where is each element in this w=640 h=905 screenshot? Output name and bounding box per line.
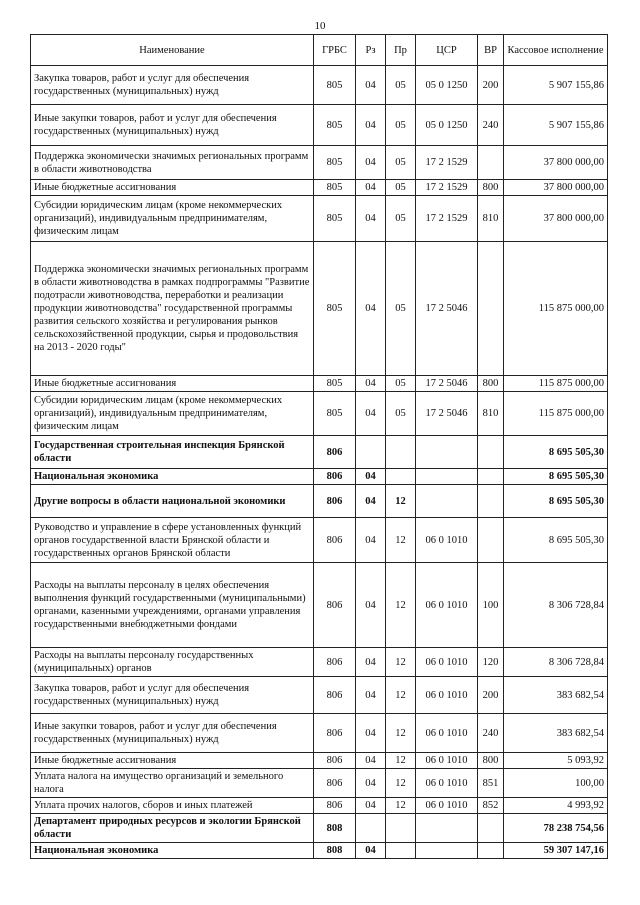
cell-pr (386, 469, 416, 485)
cell-grbs: 805 (314, 376, 356, 392)
table-row (31, 769, 608, 798)
cell-rz: 04 (356, 843, 386, 859)
cell-csr: 17 2 5046 (416, 242, 478, 376)
cell-vr: 852 (478, 798, 504, 814)
header-name: Наименование (31, 35, 314, 66)
cell-grbs: 806 (314, 563, 356, 648)
table-row (31, 753, 608, 769)
table-row (31, 66, 608, 105)
cell-grbs: 805 (314, 66, 356, 105)
cell-grbs: 806 (314, 753, 356, 769)
cell-rz (356, 436, 386, 469)
cell-amount: 37 800 000,00 (504, 180, 608, 196)
table-header-row (31, 35, 608, 66)
cell-name: Другие вопросы в области национальной экономики (31, 485, 314, 518)
cell-pr: 12 (386, 563, 416, 648)
cell-pr: 05 (386, 376, 416, 392)
table-row (31, 677, 608, 714)
budget-execution-table (30, 34, 608, 859)
cell-pr: 12 (386, 485, 416, 518)
cell-amount: 115 875 000,00 (504, 392, 608, 436)
table-row (31, 376, 608, 392)
cell-pr: 12 (386, 714, 416, 753)
cell-amount: 8 306 728,84 (504, 648, 608, 677)
cell-amount: 5 907 155,86 (504, 66, 608, 105)
cell-amount: 383 682,54 (504, 714, 608, 753)
cell-name: Иные закупки товаров, работ и услуг для обеспечения государственных (муниципальных) нужд (31, 714, 314, 753)
cell-rz: 04 (356, 677, 386, 714)
cell-name: Национальная экономика (31, 469, 314, 485)
header-amount: Кассовое исполнение (504, 35, 608, 66)
cell-rz: 04 (356, 518, 386, 563)
cell-grbs: 806 (314, 485, 356, 518)
cell-vr (478, 242, 504, 376)
cell-rz: 04 (356, 485, 386, 518)
cell-vr: 240 (478, 105, 504, 146)
cell-pr: 12 (386, 648, 416, 677)
cell-csr: 06 0 1010 (416, 648, 478, 677)
cell-amount: 5 093,92 (504, 753, 608, 769)
header-csr: ЦСР (416, 35, 478, 66)
cell-grbs: 806 (314, 436, 356, 469)
cell-rz: 04 (356, 392, 386, 436)
cell-csr: 06 0 1010 (416, 677, 478, 714)
cell-pr (386, 436, 416, 469)
cell-grbs: 805 (314, 146, 356, 180)
cell-vr (478, 469, 504, 485)
cell-name: Расходы на выплаты персоналу в целях обеспечения выполнения функций государственными (муниципальными) органами, казенными учреждениями, органами управления государственными внебюджетными фондами (31, 563, 314, 648)
table-row (31, 105, 608, 146)
cell-vr: 851 (478, 769, 504, 798)
cell-rz: 04 (356, 242, 386, 376)
cell-csr (416, 814, 478, 843)
cell-amount: 100,00 (504, 769, 608, 798)
cell-vr: 810 (478, 196, 504, 242)
cell-csr: 17 2 1529 (416, 180, 478, 196)
cell-grbs: 806 (314, 518, 356, 563)
cell-rz: 04 (356, 648, 386, 677)
table-row (31, 242, 608, 376)
page-number: 10 (314, 20, 326, 32)
cell-name: Закупка товаров, работ и услуг для обеспечения государственных (муниципальных) нужд (31, 66, 314, 105)
cell-pr: 05 (386, 242, 416, 376)
cell-name: Расходы на выплаты персоналу государственных (муниципальных) органов (31, 648, 314, 677)
cell-pr: 12 (386, 798, 416, 814)
cell-vr: 200 (478, 677, 504, 714)
cell-csr: 06 0 1010 (416, 798, 478, 814)
cell-amount: 37 800 000,00 (504, 146, 608, 180)
cell-grbs: 806 (314, 798, 356, 814)
cell-pr (386, 843, 416, 859)
cell-grbs: 806 (314, 469, 356, 485)
cell-csr (416, 469, 478, 485)
cell-grbs: 805 (314, 242, 356, 376)
table-row (31, 814, 608, 843)
cell-name: Субсидии юридическим лицам (кроме некоммерческих организаций), индивидуальным предпринимателям, физическим лицам (31, 196, 314, 242)
cell-name: Иные закупки товаров, работ и услуг для обеспечения государственных (муниципальных) нужд (31, 105, 314, 146)
cell-amount: 78 238 754,56 (504, 814, 608, 843)
cell-csr: 06 0 1010 (416, 518, 478, 563)
cell-csr: 06 0 1010 (416, 563, 478, 648)
cell-rz: 04 (356, 563, 386, 648)
cell-grbs: 805 (314, 105, 356, 146)
cell-csr: 06 0 1010 (416, 753, 478, 769)
cell-vr: 800 (478, 376, 504, 392)
table-row (31, 485, 608, 518)
cell-csr: 06 0 1010 (416, 714, 478, 753)
cell-csr: 17 2 1529 (416, 196, 478, 242)
cell-pr: 05 (386, 392, 416, 436)
cell-rz: 04 (356, 798, 386, 814)
table-row (31, 843, 608, 859)
cell-grbs: 808 (314, 843, 356, 859)
cell-vr: 800 (478, 753, 504, 769)
cell-csr: 17 2 5046 (416, 392, 478, 436)
cell-pr: 05 (386, 105, 416, 146)
table-body (31, 66, 608, 859)
cell-amount: 8 695 505,30 (504, 485, 608, 518)
cell-vr (478, 436, 504, 469)
cell-name: Субсидии юридическим лицам (кроме некоммерческих организаций), индивидуальным предпринимателям, физическим лицам (31, 392, 314, 436)
cell-vr: 100 (478, 563, 504, 648)
cell-pr (386, 814, 416, 843)
cell-pr: 05 (386, 66, 416, 105)
cell-amount: 4 993,92 (504, 798, 608, 814)
cell-csr: 17 2 1529 (416, 146, 478, 180)
cell-grbs: 806 (314, 769, 356, 798)
cell-vr (478, 843, 504, 859)
cell-amount: 8 695 505,30 (504, 436, 608, 469)
cell-vr: 240 (478, 714, 504, 753)
table-row (31, 469, 608, 485)
table-row (31, 146, 608, 180)
cell-amount: 37 800 000,00 (504, 196, 608, 242)
cell-amount: 8 695 505,30 (504, 518, 608, 563)
cell-amount: 383 682,54 (504, 677, 608, 714)
cell-name: Закупка товаров, работ и услуг для обеспечения государственных (муниципальных) нужд (31, 677, 314, 714)
cell-pr: 12 (386, 677, 416, 714)
cell-pr: 05 (386, 196, 416, 242)
cell-csr: 05 0 1250 (416, 66, 478, 105)
table-row (31, 392, 608, 436)
cell-rz: 04 (356, 753, 386, 769)
cell-name: Уплата налога на имущество организаций и земельного налога (31, 769, 314, 798)
cell-name: Иные бюджетные ассигнования (31, 180, 314, 196)
cell-amount: 8 306 728,84 (504, 563, 608, 648)
table-row (31, 648, 608, 677)
cell-grbs: 806 (314, 677, 356, 714)
cell-vr: 200 (478, 66, 504, 105)
cell-rz: 04 (356, 714, 386, 753)
cell-name: Национальная экономика (31, 843, 314, 859)
cell-vr (478, 814, 504, 843)
cell-csr: 05 0 1250 (416, 105, 478, 146)
cell-name: Департамент природных ресурсов и экологии Брянской области (31, 814, 314, 843)
cell-rz: 04 (356, 469, 386, 485)
cell-vr (478, 485, 504, 518)
cell-rz: 04 (356, 376, 386, 392)
table-row (31, 518, 608, 563)
cell-grbs: 805 (314, 392, 356, 436)
cell-amount: 115 875 000,00 (504, 376, 608, 392)
header-grbs: ГРБС (314, 35, 356, 66)
cell-csr: 06 0 1010 (416, 769, 478, 798)
cell-name: Государственная строительная инспекция Брянской области (31, 436, 314, 469)
cell-amount: 115 875 000,00 (504, 242, 608, 376)
cell-pr: 05 (386, 146, 416, 180)
cell-rz: 04 (356, 146, 386, 180)
cell-grbs: 805 (314, 180, 356, 196)
cell-name: Уплата прочих налогов, сборов и иных платежей (31, 798, 314, 814)
table-row (31, 563, 608, 648)
cell-vr: 800 (478, 180, 504, 196)
cell-rz: 04 (356, 196, 386, 242)
cell-rz (356, 814, 386, 843)
cell-amount: 8 695 505,30 (504, 469, 608, 485)
table-row (31, 436, 608, 469)
cell-csr (416, 843, 478, 859)
cell-amount: 59 307 147,16 (504, 843, 608, 859)
cell-name: Иные бюджетные ассигнования (31, 753, 314, 769)
cell-grbs: 805 (314, 196, 356, 242)
cell-vr (478, 146, 504, 180)
header-rz: Рз (356, 35, 386, 66)
cell-name: Поддержка экономически значимых региональных программ в области животноводства в рамках подпрограммы "Развитие подотрасли животноводства, переработки и реализации продукции животноводства" государственной программы развития сельского хозяйства и регулирования рынков сельскохозяйственной продукции, сырья и продовольствия на 2013 - 2020 годы" (31, 242, 314, 376)
cell-rz: 04 (356, 66, 386, 105)
cell-name: Поддержка экономически значимых региональных программ в области животноводства (31, 146, 314, 180)
cell-csr: 17 2 5046 (416, 376, 478, 392)
cell-name: Иные бюджетные ассигнования (31, 376, 314, 392)
cell-pr: 12 (386, 753, 416, 769)
cell-csr (416, 485, 478, 518)
cell-rz: 04 (356, 180, 386, 196)
cell-pr: 12 (386, 518, 416, 563)
cell-pr: 05 (386, 180, 416, 196)
cell-csr (416, 436, 478, 469)
table-row (31, 798, 608, 814)
cell-rz: 04 (356, 769, 386, 798)
cell-vr: 810 (478, 392, 504, 436)
table-row (31, 196, 608, 242)
cell-vr (478, 518, 504, 563)
cell-grbs: 806 (314, 714, 356, 753)
cell-name: Руководство и управление в сфере установленных функций органов государственной власти Брянской области и государственных органов Брянской области (31, 518, 314, 563)
cell-grbs: 806 (314, 648, 356, 677)
cell-vr: 120 (478, 648, 504, 677)
header-vr: ВР (478, 35, 504, 66)
cell-grbs: 808 (314, 814, 356, 843)
table-row (31, 714, 608, 753)
cell-rz: 04 (356, 105, 386, 146)
table-row (31, 180, 608, 196)
cell-amount: 5 907 155,86 (504, 105, 608, 146)
header-pr: Пр (386, 35, 416, 66)
cell-pr: 12 (386, 769, 416, 798)
